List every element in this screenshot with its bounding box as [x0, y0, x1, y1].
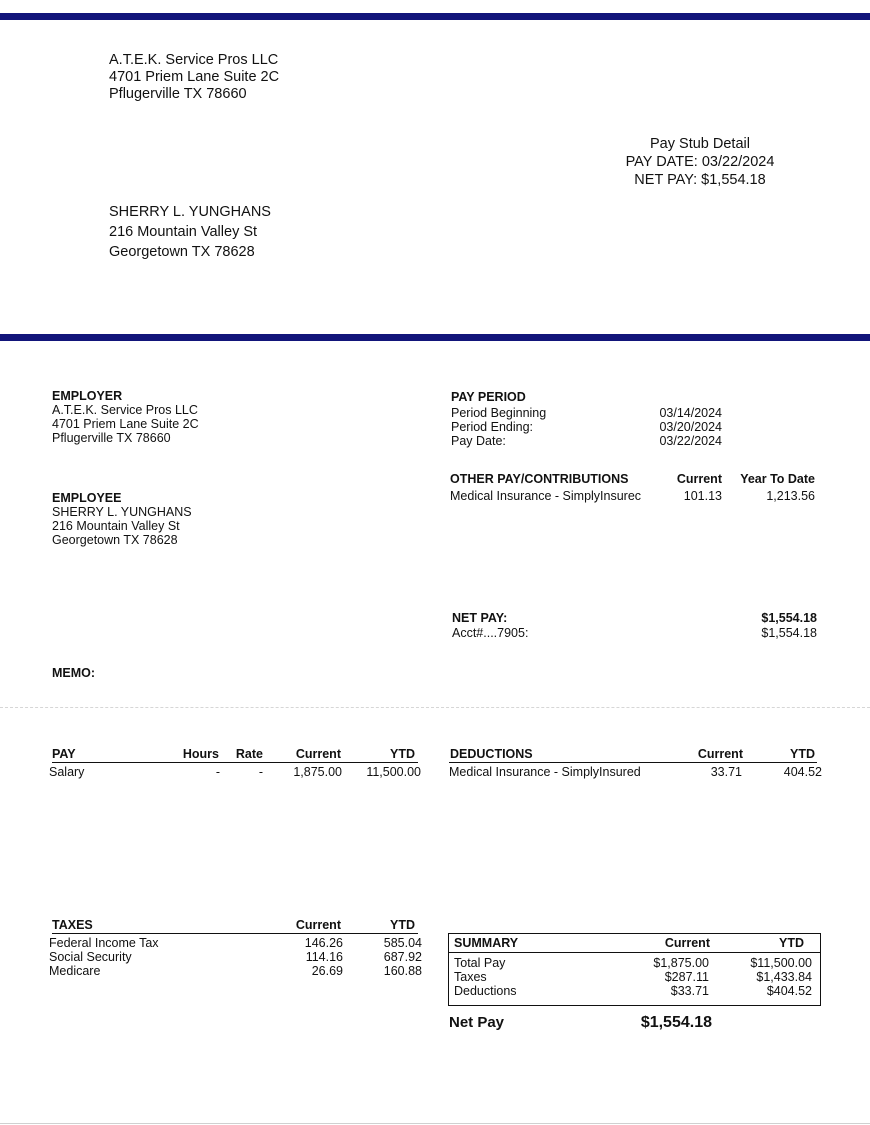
net-pay-value: $1,554.18	[761, 611, 817, 625]
summary-deductions-ytd: $404.52	[766, 984, 812, 998]
pay-header-rule	[52, 762, 418, 763]
header-pay-date: PAY DATE: 03/22/2024	[625, 154, 775, 170]
taxes-header-rule	[52, 933, 418, 934]
recipient-address	[109, 202, 271, 262]
summary-current-header: Current	[664, 936, 710, 950]
deductions-row-current: 33.71	[710, 765, 742, 779]
summary-total-pay-ytd: $11,500.00	[750, 956, 812, 970]
employee-block	[52, 491, 192, 547]
summary-ytd-header: YTD	[779, 936, 804, 950]
other-pay-label: OTHER PAY/CONTRIBUTIONS	[450, 472, 629, 486]
employer-block	[52, 389, 199, 445]
employer-label: EMPLOYER	[52, 389, 123, 403]
tax-row-federal-name: Federal Income Tax	[49, 936, 159, 950]
summary-header: SUMMARY	[454, 936, 519, 950]
summary-deductions-name: Deductions	[454, 984, 517, 998]
company-street: 4701 Priem Lane Suite 2C	[109, 69, 280, 85]
tax-row-medicare-current: 26.69	[311, 964, 343, 978]
employer-city: Pflugerville TX 78660	[52, 431, 171, 445]
acct-value: $1,554.18	[761, 626, 817, 640]
bottom-border	[0, 1123, 870, 1124]
other-pay-item-name: Medical Insurance - SimplyInsurec	[450, 489, 642, 503]
other-pay-ytd-header: Year To Date	[740, 472, 815, 486]
tax-row-ss-ytd: 687.92	[383, 950, 422, 964]
pay-row-name: Salary	[49, 765, 85, 779]
employee-city: Georgetown TX 78628	[52, 533, 178, 547]
stub-header	[580, 135, 820, 189]
acct-label: Acct#....7905:	[452, 626, 529, 640]
pay-header: PAY	[52, 747, 76, 761]
recipient-name: SHERRY L. YUNGHANS	[109, 204, 271, 220]
pay-row-rate: -	[258, 765, 263, 779]
top-rule	[0, 13, 870, 20]
employee-street: 216 Mountain Valley St	[52, 519, 180, 533]
employee-name: SHERRY L. YUNGHANS	[52, 505, 192, 519]
tax-row-medicare-name: Medicare	[49, 964, 101, 978]
section-rule	[0, 334, 870, 341]
deductions-ytd-header: YTD	[790, 747, 815, 761]
summary-net-pay-label: Net Pay	[449, 1014, 505, 1031]
employer-street: 4701 Priem Lane Suite 2C	[52, 417, 199, 431]
header-net-pay: NET PAY: $1,554.18	[634, 172, 766, 188]
summary-total-pay-current: $1,875.00	[653, 956, 709, 970]
pay-current-header: Current	[295, 747, 341, 761]
deductions-row-ytd: 404.52	[783, 765, 822, 779]
other-pay-item-ytd: 1,213.56	[766, 489, 815, 503]
stub-title: Pay Stub Detail	[650, 136, 750, 152]
pay-row-hours: -	[215, 765, 220, 779]
taxes-ytd-header: YTD	[390, 918, 415, 932]
deductions-header: DEDUCTIONS	[450, 747, 533, 761]
tax-row-federal-ytd: 585.04	[383, 936, 422, 950]
period-beginning-label: Period Beginning	[451, 406, 547, 420]
taxes-current-header: Current	[295, 918, 341, 932]
pay-period-label: PAY PERIOD	[451, 390, 526, 404]
recipient-city: Georgetown TX 78628	[109, 244, 255, 260]
employer-name: A.T.E.K. Service Pros LLC	[52, 403, 198, 417]
dashed-separator	[0, 707, 870, 708]
company-address	[109, 52, 279, 103]
company-city: Pflugerville TX 78660	[109, 86, 247, 102]
deductions-row-name: Medical Insurance - SimplyInsured	[449, 765, 641, 779]
company-name: A.T.E.K. Service Pros LLC	[109, 52, 279, 68]
pay-date-label: Pay Date:	[451, 434, 506, 448]
tax-row-federal-current: 146.26	[304, 936, 343, 950]
period-ending-label: Period Ending:	[451, 420, 534, 434]
summary-total-pay-name: Total Pay	[454, 956, 506, 970]
summary-taxes-ytd: $1,433.84	[756, 970, 812, 984]
pay-hours-header: Hours	[182, 747, 219, 761]
net-pay-label: NET PAY:	[452, 611, 508, 625]
other-pay-item-current: 101.13	[683, 489, 722, 503]
deductions-current-header: Current	[697, 747, 743, 761]
pay-ytd-header: YTD	[390, 747, 415, 761]
summary-taxes-current: $287.11	[664, 970, 709, 984]
other-pay-current-header: Current	[676, 472, 722, 486]
summary-taxes-name: Taxes	[454, 970, 487, 984]
summary-header-rule	[449, 952, 820, 953]
taxes-header: TAXES	[52, 918, 93, 932]
memo-label: MEMO:	[52, 666, 96, 680]
recipient-street: 216 Mountain Valley St	[109, 224, 258, 240]
pay-row-current: 1,875.00	[293, 765, 342, 779]
tax-row-medicare-ytd: 160.88	[383, 964, 422, 978]
period-beginning-value: 03/14/2024	[659, 406, 722, 420]
employee-label: EMPLOYEE	[52, 491, 122, 505]
deductions-header-rule	[449, 762, 817, 763]
pay-date-value: 03/22/2024	[659, 434, 722, 448]
summary-deductions-current: $33.71	[670, 984, 709, 998]
period-ending-value: 03/20/2024	[659, 420, 722, 434]
tax-row-ss-current: 114.16	[305, 950, 343, 964]
pay-rate-header: Rate	[235, 747, 263, 761]
summary-net-pay-value: $1,554.18	[640, 1014, 712, 1031]
tax-row-ss-name: Social Security	[49, 950, 132, 964]
pay-row-ytd: 11,500.00	[366, 765, 421, 779]
